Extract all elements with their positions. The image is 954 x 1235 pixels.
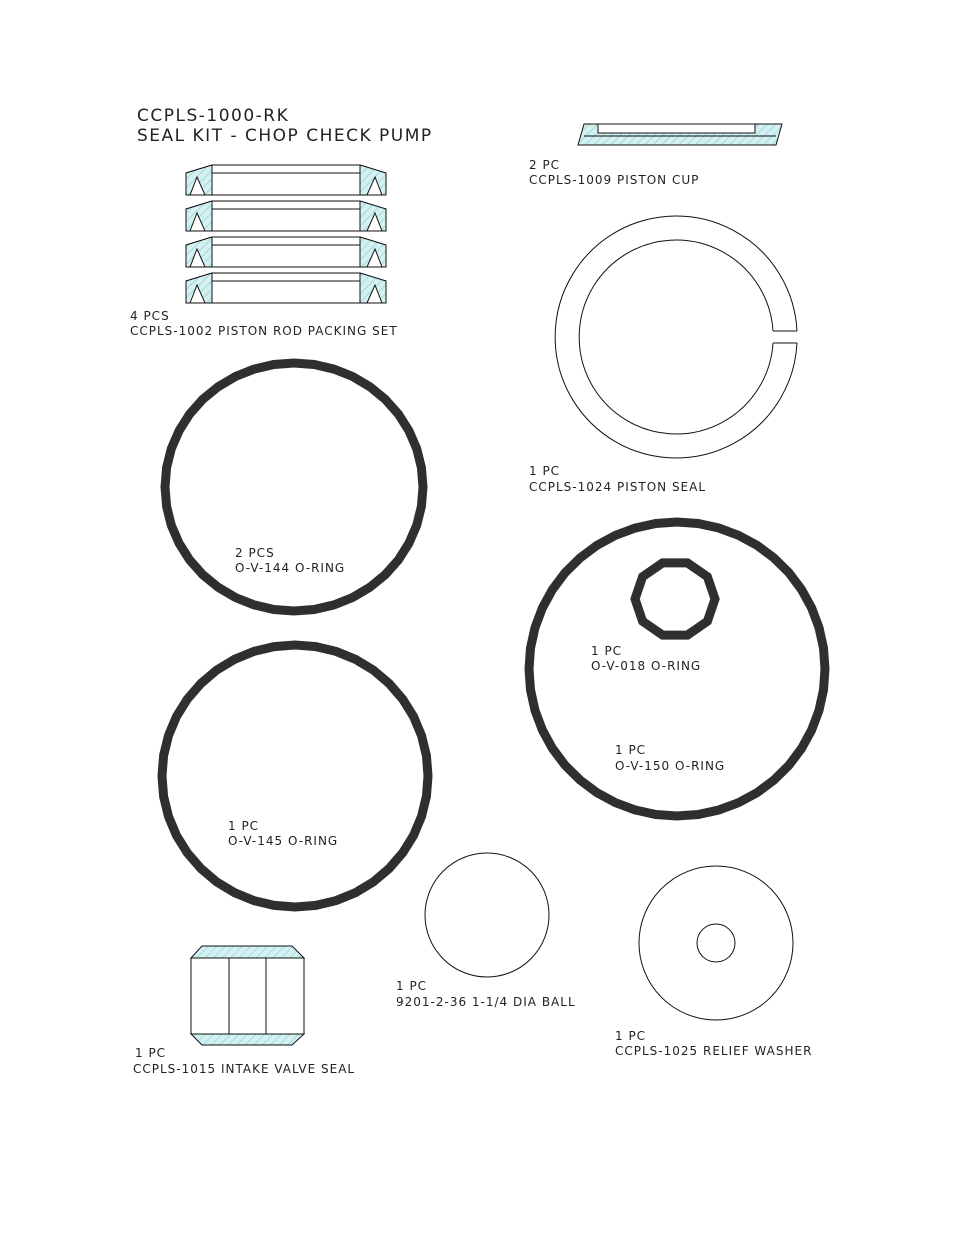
oring-150-desc: O-V-150 O-RING [615,759,726,773]
intake-seal-core [229,958,266,1034]
ball-desc: 9201-2-36 1-1/4 DIA BALL [396,995,576,1009]
part-ball [396,853,576,1009]
title-block [137,106,433,146]
packing-ring [186,237,386,267]
relief-washer-hole [697,924,735,962]
packing-ring-outline [186,237,386,267]
ball-outline [425,853,549,977]
relief-washer-outer [639,866,793,1020]
packing-ring-left-lip [186,237,212,267]
piston-cup-desc: CCPLS-1009 PISTON CUP [529,173,700,187]
kit-part-number: CCPLS-1000-RK [137,106,290,126]
oring-144-desc: O-V-144 O-RING [235,561,346,575]
oring-150-qty: 1 PC [615,743,647,757]
part-oring-018 [591,563,715,673]
packing-set-qty: 4 PCS [130,309,170,323]
piston-seal-outer-edge [555,216,797,458]
packing-ring-outline [186,273,386,303]
intake-seal-top-hatch [191,946,304,958]
packing-ring [186,165,386,195]
oring-018-ring [635,563,715,635]
oring-018-desc: O-V-018 O-RING [591,659,702,673]
packing-ring [186,201,386,231]
intake-seal-desc: CCPLS-1015 INTAKE VALVE SEAL [133,1062,356,1076]
piston-seal-qty: 1 PC [529,464,561,478]
oring-145-ring [162,645,428,907]
packing-ring-right-lip [360,237,386,267]
packing-ring-left-lip [186,273,212,303]
relief-washer-desc: CCPLS-1025 RELIEF WASHER [615,1044,813,1058]
packing-ring-right-lip [360,165,386,195]
part-piston-seal [529,216,797,494]
piston-cup-bore [598,124,755,133]
part-piston-cup [529,124,782,187]
part-relief-washer [615,866,812,1058]
ball-qty: 1 PC [396,979,428,993]
oring-145-qty: 1 PC [228,819,260,833]
part-packing-set [130,165,398,338]
part-oring-145 [162,645,428,907]
oring-144-qty: 2 PCS [235,546,275,560]
piston-cup-qty: 2 PC [529,158,561,172]
kit-description: SEAL KIT - CHOP CHECK PUMP [137,126,433,146]
packing-ring-right-lip [360,273,386,303]
part-oring-144 [165,363,423,611]
oring-018-qty: 1 PC [591,644,623,658]
packing-ring-right-lip [360,201,386,231]
packing-ring [186,273,386,303]
oring-145-desc: O-V-145 O-RING [228,834,339,848]
intake-seal-bottom-hatch [191,1034,304,1045]
part-intake-valve-seal [133,946,355,1076]
packing-set-desc: CCPLS-1002 PISTON ROD PACKING SET [130,324,398,338]
piston-seal-desc: CCPLS-1024 PISTON SEAL [529,480,707,494]
intake-seal-body [191,958,304,1034]
piston-seal-inner-edge [579,240,773,434]
packing-ring-left-lip [186,201,212,231]
relief-washer-qty: 1 PC [615,1029,647,1043]
packing-ring-outline [186,165,386,195]
intake-seal-qty: 1 PC [135,1046,167,1060]
packing-ring-outline [186,201,386,231]
packing-ring-left-lip [186,165,212,195]
